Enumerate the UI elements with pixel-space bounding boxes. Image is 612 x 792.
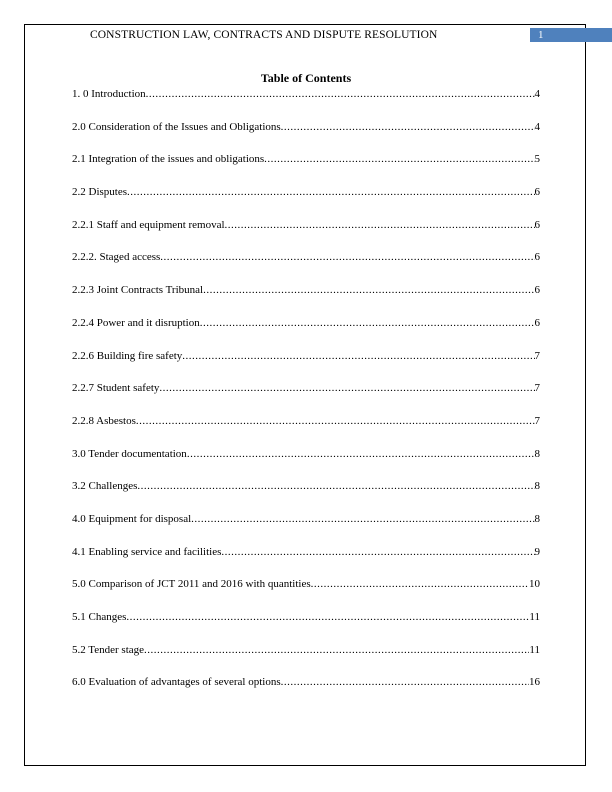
toc-entry[interactable] [72, 611, 540, 644]
toc-entry-title: 5.1 Changes [72, 611, 127, 623]
toc-entry-title: 5.2 Tender stage [72, 643, 145, 656]
toc-entry[interactable] [72, 676, 540, 709]
toc-entry-page: 6 [534, 316, 540, 329]
toc-entry[interactable] [72, 121, 540, 154]
toc-entry-page: 6 [534, 186, 540, 199]
toc-entry-page: 8 [534, 447, 540, 460]
toc-entry-title: 2.0 Consideration of the Issues and Obligations [72, 120, 281, 133]
toc-entry-page: 6 [534, 251, 540, 264]
toc-entry-title: 1. 0 Introduction [72, 88, 146, 100]
toc-entry-title: 4.1 Enabling service and facilities [72, 545, 222, 558]
toc-entry-title: 2.2 Disputes [72, 186, 127, 199]
toc-entry[interactable] [72, 382, 540, 415]
toc-leader-dots [144, 644, 529, 656]
toc-entry[interactable] [72, 350, 540, 383]
toc-leader-dots [126, 611, 529, 623]
running-header-title: CONSTRUCTION LAW, CONTRACTS AND DISPUTE RESOLUTION [90, 29, 438, 41]
toc-leader-dots [137, 480, 534, 492]
toc-leader-dots [160, 251, 534, 263]
toc-entry-title: 2.2.1 Staff and equipment removal [72, 218, 225, 231]
toc-entry[interactable] [72, 480, 540, 513]
toc-entry-page: 8 [534, 512, 540, 525]
toc-leader-dots [187, 448, 535, 460]
toc-entry[interactable] [72, 88, 540, 121]
toc-entry-page: 11 [529, 643, 540, 656]
table-of-contents [72, 88, 540, 709]
toc-entry-title: 2.2.7 Student safety [72, 382, 160, 395]
toc-entry-page: 11 [529, 611, 540, 623]
toc-leader-dots [200, 317, 535, 329]
toc-entry[interactable] [72, 317, 540, 350]
toc-entry-page: 4 [534, 88, 540, 100]
toc-entry-title: 2.2.2. Staged access [72, 251, 161, 264]
toc-entry-page: 8 [534, 480, 540, 493]
toc-entry-page: 6 [534, 284, 540, 297]
page-number: 1 [538, 29, 544, 41]
toc-entry-title: 2.2.4 Power and it disruption [72, 316, 200, 329]
toc-leader-dots [225, 219, 535, 231]
toc-entry[interactable] [72, 284, 540, 317]
toc-entry[interactable] [72, 251, 540, 284]
toc-entry[interactable] [72, 153, 540, 186]
toc-entry-title: 6.0 Evaluation of advantages of several options [72, 676, 281, 689]
toc-leader-dots [281, 121, 535, 133]
toc-heading: Table of Contents [260, 71, 352, 85]
toc-leader-dots [203, 284, 534, 296]
toc-entry-title: 2.2.6 Building fire safety [72, 349, 183, 362]
toc-entry-page: 5 [534, 153, 540, 166]
toc-entry-page: 7 [534, 349, 540, 362]
toc-entry-page: 6 [534, 218, 540, 231]
toc-leader-dots [191, 513, 534, 525]
toc-entry[interactable] [72, 578, 540, 611]
page-number-badge [530, 28, 612, 42]
toc-leader-dots [159, 382, 534, 394]
toc-entry[interactable] [72, 448, 540, 481]
toc-entry[interactable] [72, 513, 540, 546]
toc-leader-dots [281, 676, 529, 688]
toc-entry[interactable] [72, 415, 540, 448]
toc-entry-title: 3.0 Tender documentation [72, 447, 187, 460]
toc-entry[interactable] [72, 644, 540, 677]
toc-leader-dots [311, 578, 529, 590]
toc-entry-title: 2.1 Integration of the issues and obligations [72, 153, 265, 166]
toc-leader-dots [146, 88, 535, 100]
toc-entry-title: 4.0 Equipment for disposal [72, 512, 192, 525]
toc-entry-title: 5.0 Comparison of JCT 2011 and 2016 with quantities [72, 578, 311, 591]
toc-leader-dots [221, 546, 534, 558]
toc-entry-page: 16 [529, 676, 540, 689]
toc-entry-page: 9 [534, 545, 540, 558]
toc-leader-dots [136, 415, 535, 427]
toc-leader-dots [182, 350, 534, 362]
toc-entry-page: 7 [534, 382, 540, 395]
toc-entry-title: 3.2 Challenges [72, 480, 138, 493]
toc-entry-title: 2.2.3 Joint Contracts Tribunal [72, 284, 204, 297]
toc-entry[interactable] [72, 546, 540, 579]
toc-leader-dots [127, 186, 535, 198]
toc-entry-page: 7 [534, 414, 540, 427]
toc-entry[interactable] [72, 186, 540, 219]
toc-entry-title: 2.2.8 Asbestos [72, 414, 136, 427]
toc-entry-page: 4 [534, 120, 540, 133]
toc-leader-dots [264, 153, 534, 165]
toc-entry[interactable] [72, 219, 540, 252]
toc-entry-page: 10 [529, 578, 540, 591]
